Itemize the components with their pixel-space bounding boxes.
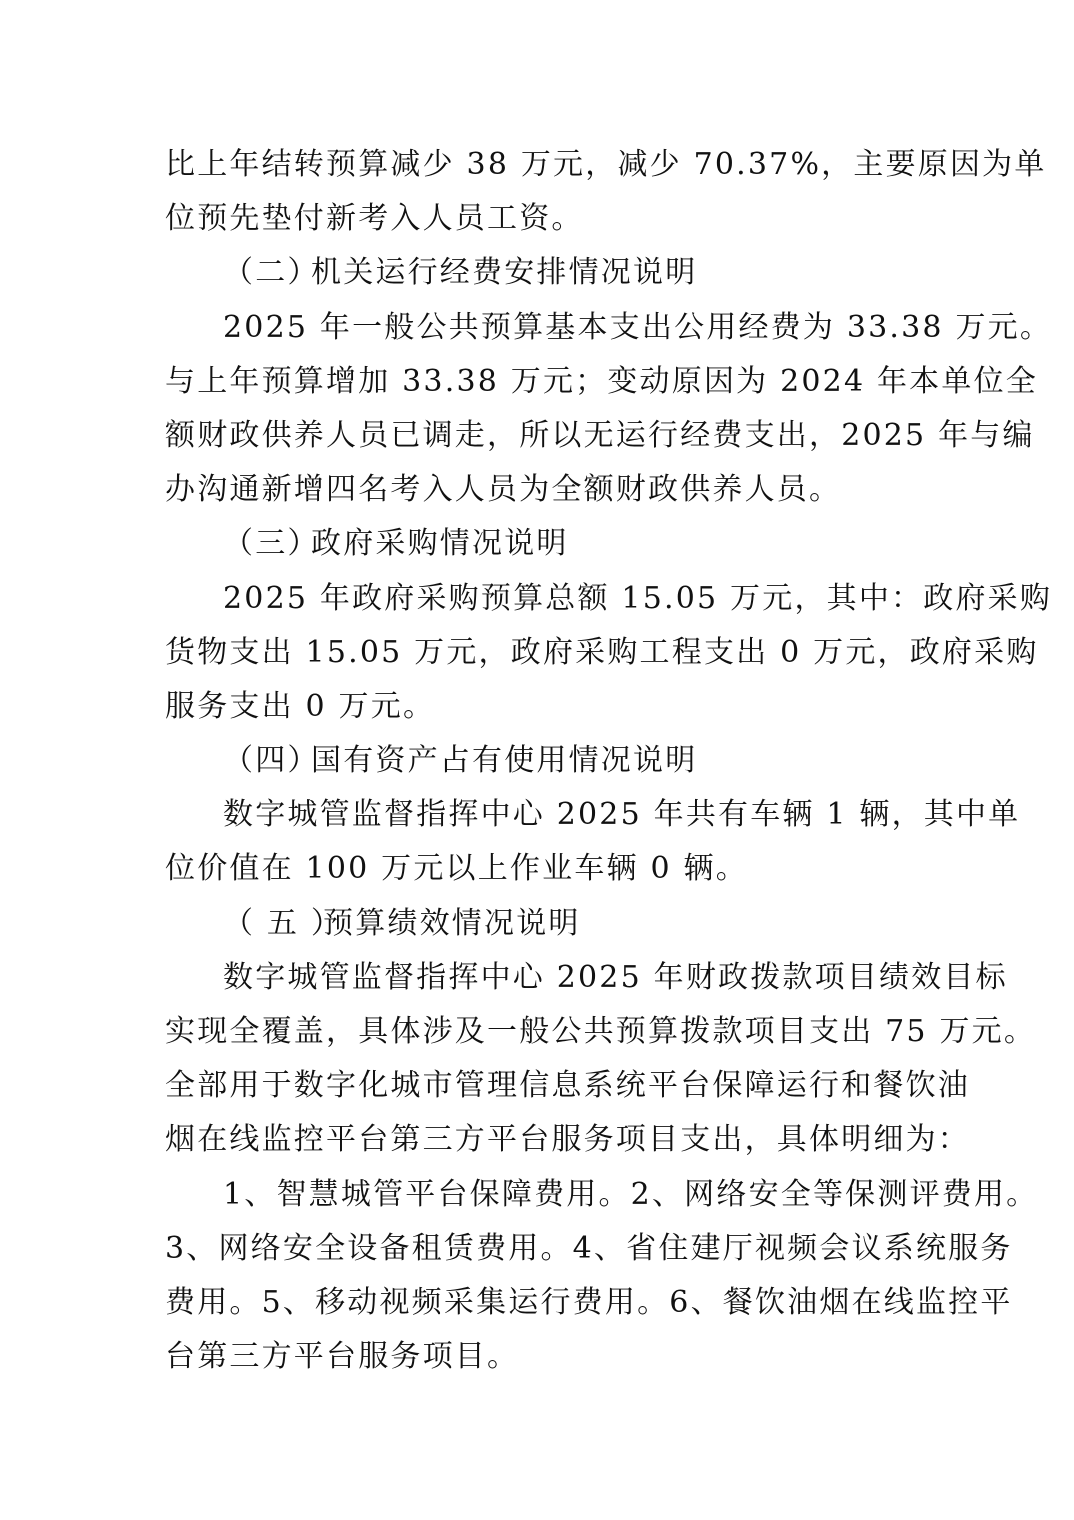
- section-number: （四）: [223, 743, 320, 779]
- paragraph-line: 台第三方平台服务项目。: [165, 1339, 520, 1375]
- paragraph-line: 3、网络安全设备租赁费用。4、省住建厅视频会议系统服务: [165, 1230, 1013, 1266]
- document-body: [165, 138, 1053, 1384]
- paragraph-line: 比上年结转预算减少 38 万元，减少 70.37%，主要原因为单: [165, 147, 1047, 182]
- paragraph-line: 位价值在 100 万元以上作业车辆 0 辆。: [165, 851, 748, 887]
- paragraph-line: 2025 年政府采购预算总额 15.05 万元，其中：政府采购: [223, 580, 1053, 616]
- section-number: （二）: [223, 255, 320, 291]
- paragraph-line: 数字城管监督指挥中心 2025 年共有车辆 1 辆，其中单: [223, 797, 1021, 833]
- paragraph-line: 全部用于数字化城市管理信息系统平台保障运行和餐饮油: [165, 1068, 970, 1104]
- section-title: 预算绩效情况说明: [323, 905, 581, 941]
- paragraph-line: 烟在线监控平台第三方平台服务项目支出，具体明细为：: [165, 1122, 970, 1158]
- paragraph-line: 与上年预算增加 33.38 万元；变动原因为 2024 年本单位全: [165, 363, 1038, 399]
- paragraph-line: 2025 年一般公共预算基本支出公用经费为 33.38 万元。: [223, 309, 1053, 345]
- section-number: （ 五 ）: [223, 905, 344, 941]
- paragraph-line: 办沟通新增四名考入人员为全额财政供养人员。: [165, 472, 842, 508]
- paragraph-line: 服务支出 0 万元。: [165, 688, 436, 724]
- section-number: （三）: [223, 526, 320, 562]
- paragraph-line: 费用。5、移动视频采集运行费用。6、餐饮油烟在线监控平: [165, 1284, 1013, 1320]
- section-heading-2: [165, 246, 915, 300]
- section-title: 国有资产占有使用情况说明: [311, 743, 698, 779]
- paragraph-line: 货物支出 15.05 万元，政府采购工程支出 0 万元，政府采购: [165, 634, 1039, 670]
- section-heading-5: [165, 897, 915, 951]
- section-title: 机关运行经费安排情况说明: [311, 255, 698, 291]
- section-heading-3: [165, 517, 915, 571]
- section-heading-4: [165, 734, 915, 788]
- section-title: 政府采购情况说明: [311, 526, 569, 562]
- paragraph-line: 1、智慧城管平台保障费用。2、网络安全等保测评费用。: [223, 1176, 1039, 1212]
- paragraph-line: 数字城管监督指挥中心 2025 年财政拨款项目绩效目标: [223, 959, 1008, 995]
- paragraph-line: 额财政供养人员已调走，所以无运行经费支出，2025 年与编: [165, 417, 1035, 453]
- paragraph-line: 实现全覆盖，具体涉及一般公共预算拨款项目支出 75 万元。: [165, 1014, 1037, 1049]
- paragraph-line: 位预先垫付新考入人员工资。: [165, 201, 584, 237]
